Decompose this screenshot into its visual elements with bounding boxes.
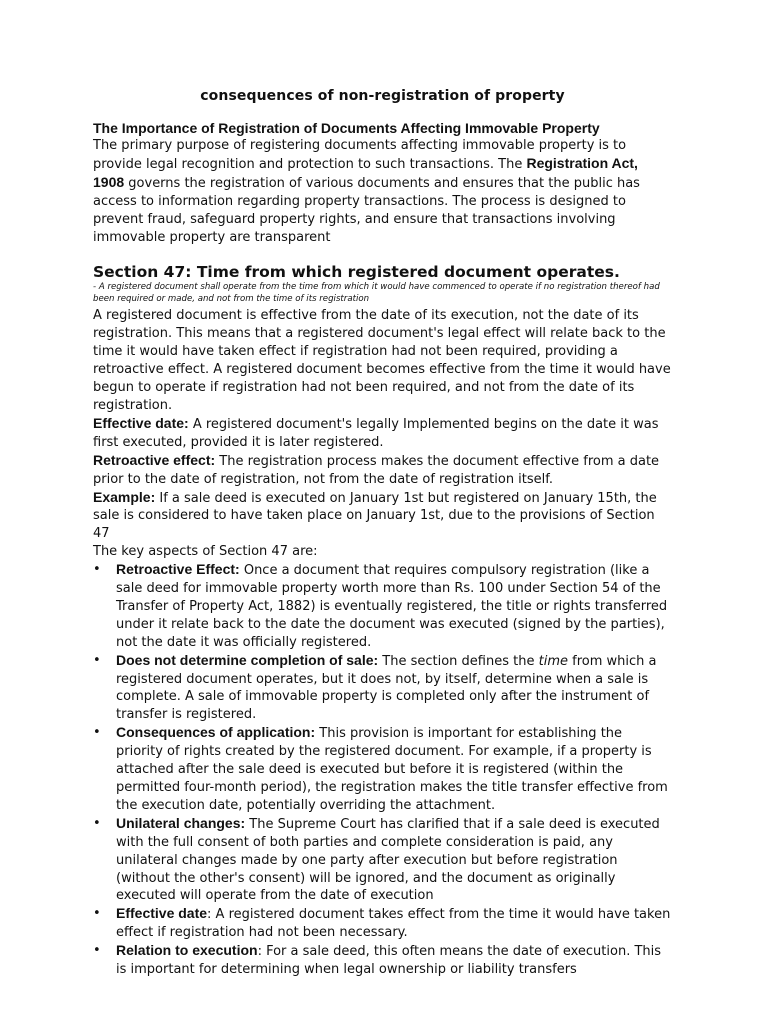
bullet-glyph: • <box>93 652 101 668</box>
point-label: Consequences of application: <box>116 724 316 741</box>
point-text: Once a document that requires compulsory registration (like a sale deed for immovable property worth more than Rs. 100 under Section 54 of the Transfer of Property Act, 1882) is eventually registered, the title or rights transferred under it relate back to the date the document was executed (signed by the parties), not the date it was officially registered. <box>116 563 668 650</box>
effective-date-text: A registered document's legally Implemented begins on the date it was first executed, provided it is later registered. <box>93 416 659 450</box>
point-text: The section defines the <box>378 653 539 669</box>
act-name: Registration Act, 1908 <box>93 154 638 190</box>
point-emphasis: time <box>538 653 568 669</box>
section-47-heading: Section 47: Time from which registered document operates. <box>93 263 620 282</box>
point-text: from which a registered document operates, but it does not, by itself, determine when a sale is complete. A sale of immovable property is completed only after the instrument of transfer is registered. <box>116 653 657 723</box>
point-label: Retroactive Effect: <box>116 561 240 578</box>
importance-text-after: governs the registration of various documents and ensures that the public has access to information regarding property transactions. The process is designed to prevent fraud, safeguard property rights, and ensure that transactions involving immovable property are transparent <box>93 175 640 245</box>
list-item <box>93 942 672 979</box>
section-47-body: A registered document is effective from the date of its execution, not the date of its registration. This means that a registered document's legal effect will relate back to the time it would have taken effect if registration had not been required, providing a retroactive effect. A registered document becomes effective from the time it would have begun to operate if registration had not been required, and not from the date of its registration. <box>93 308 671 413</box>
bullet-glyph: • <box>93 562 101 578</box>
list-item <box>93 815 672 906</box>
document-title: consequences of non-registration of property <box>200 88 565 104</box>
point-label: Does not determine completion of sale: <box>116 651 379 668</box>
point-label: Unilateral changes: <box>116 814 246 831</box>
point-text: The Supreme Court has clarified that if a sale deed is executed with the full consent of both parties and complete consideration is paid, any unilateral changes made by one party after execution but before registration (without the other's consent) will be ignored, and the document as originally executed will operate from the date of execution <box>116 816 660 904</box>
retroactive-label: Retroactive effect: <box>93 451 216 468</box>
importance-paragraph <box>93 137 672 246</box>
effective-date-paragraph <box>93 415 672 452</box>
bullet-glyph: • <box>93 725 101 741</box>
list-item <box>93 905 672 942</box>
point-label: Relation to execution <box>116 942 258 959</box>
bullet-glyph: • <box>93 943 101 959</box>
bullet-glyph: • <box>93 906 101 922</box>
aspects-intro: The key aspects of Section 47 are: <box>93 544 318 560</box>
bullet-glyph: • <box>93 815 101 831</box>
importance-heading: The Importance of Registration of Documents Affecting Immovable Property <box>93 120 600 136</box>
example-paragraph <box>93 489 672 544</box>
list-item <box>93 652 672 725</box>
example-label: Example: <box>93 488 156 505</box>
retroactive-text: The registration process makes the document effective from a date prior to the date of registration, not from the date of registration itself. <box>93 453 660 487</box>
point-text: This provision is important for establishing the priority of rights created by the registered document. For example, if a property is attached after the sale deed is executed but before it is registered (within the permitted four-month period), the registration makes the title transfer effective from the execution date, potentially overriding the attachment. <box>116 726 668 813</box>
retroactive-paragraph <box>93 452 672 489</box>
section-47-quote: - A registered document shall operate from the time from which it would have commenced to operate if no registration thereof had been required or made, and not from the time of its registration <box>93 282 660 304</box>
point-text: : For a sale deed, this often means the date of execution. This is important for determining when legal ownership or liability transfers <box>116 944 662 978</box>
example-text: If a sale deed is executed on January 1st but registered on January 15th, the sale is considered to have taken place on January 1st, due to the provisions of Section 47 <box>93 490 657 542</box>
aspects-list <box>93 561 672 979</box>
importance-text-before: The primary purpose of registering documents affecting immovable property is to provide legal recognition and protection to such transactions. The <box>93 138 627 172</box>
effective-date-label: Effective date: <box>93 414 189 431</box>
point-label: Effective date <box>116 905 208 922</box>
list-item <box>93 561 672 652</box>
list-item <box>93 724 672 815</box>
point-text: : A registered document takes effect from the time it would have taken effect if registration had not been necessary. <box>116 907 671 941</box>
